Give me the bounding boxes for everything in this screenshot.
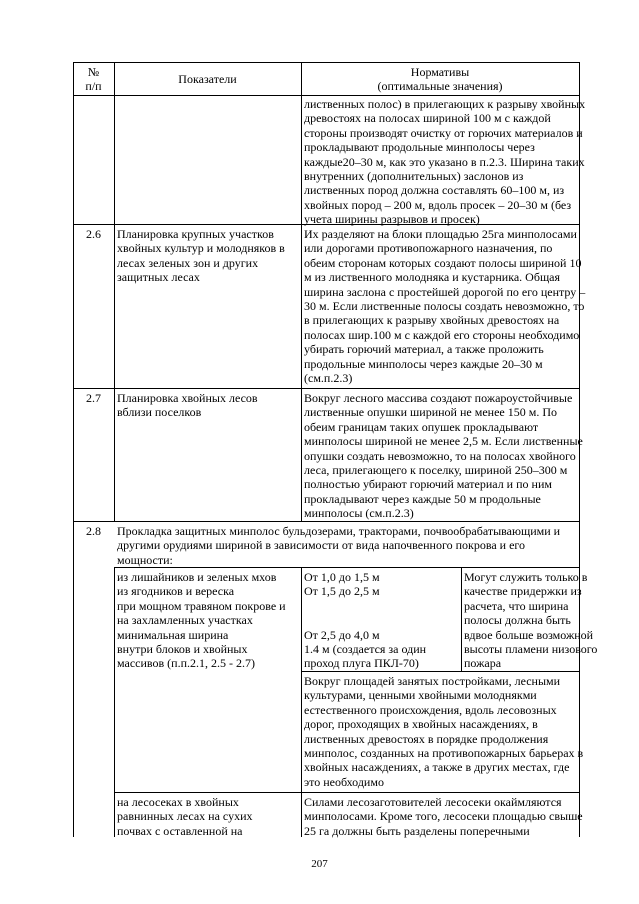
norm-text-line: в прилегающих к разрыву хвойных древостоях на bbox=[304, 313, 560, 328]
table-top-border bbox=[73, 62, 580, 63]
row-rule bbox=[73, 388, 580, 389]
norm-text-line: хвойных насаждениях, а также в других местах, где bbox=[304, 760, 570, 775]
column-rule bbox=[114, 567, 115, 837]
norm-text-line: полосах шир.100 м с каждой его стороны необходимо bbox=[304, 327, 580, 342]
indicator-text-line: Планировка хвойных лесов bbox=[117, 391, 258, 405]
value-text-line: проход плуга ПКЛ-70) bbox=[304, 656, 419, 671]
row-rule bbox=[73, 521, 580, 522]
norm-text-line: минполос, созданных на противопожарных барьерах в bbox=[304, 746, 584, 760]
indicator-text-line: при мощном травяном покрове и bbox=[117, 598, 286, 613]
norm-text-line: внутренних (дополнительных) заслонов из bbox=[304, 169, 524, 183]
indicator-text-line: лесах зеленых зон и других bbox=[117, 255, 259, 270]
norm-text-line: или дорогами противопожарного назначения, по bbox=[304, 241, 553, 256]
norm-text-line: 30 м. Если лиственные полосы создать невозможно, то bbox=[304, 299, 585, 313]
norm-text-line: естественного происхождения, вдоль лесовозных bbox=[304, 702, 557, 717]
value-text-line: От 2,5 до 4,0 м bbox=[304, 627, 380, 642]
column-rule bbox=[461, 567, 462, 672]
note-text-line: полосы должна быть bbox=[464, 613, 571, 628]
subrow-rule bbox=[301, 671, 580, 672]
indicator-text-line: почвах с оставленной на bbox=[117, 823, 243, 838]
row-title-line: другими орудиями шириной в зависимости от вида напочвенного покрова и его bbox=[117, 538, 526, 553]
row-title-line: мощности: bbox=[117, 552, 173, 567]
norm-text-line: (см.п.2.3) bbox=[304, 371, 353, 385]
indicator-text-line: массивов (п.п.2.1, 2.5 - 2.7) bbox=[117, 656, 255, 671]
indicator-text-line: на захламленных участках bbox=[117, 613, 253, 628]
norm-text-line: Вокруг лесного массива создают пожароустойчивые bbox=[304, 391, 573, 405]
indicator-text-line: Планировка крупных участков bbox=[117, 227, 274, 241]
value-text-line: От 1,0 до 1,5 м bbox=[304, 570, 380, 584]
header-num: п/п bbox=[85, 79, 102, 93]
header-indicators: Показатели bbox=[178, 72, 237, 86]
norm-text-line: древостоях на полосах шириной 100 м с каждой bbox=[304, 111, 551, 126]
table-right-border bbox=[579, 62, 580, 837]
norm-text-line: продольные минполосы через каждые 20–30 м bbox=[304, 356, 543, 371]
column-rule bbox=[301, 62, 302, 522]
header-bottom-rule bbox=[73, 95, 580, 96]
note-text-line: Могут служить только в bbox=[464, 570, 588, 584]
norm-text-line: опушки создать невозможно, то на полосах хвойного bbox=[304, 448, 576, 463]
row-number: 2.7 bbox=[86, 391, 101, 405]
indicator-text-line: внутри блоков и хвойных bbox=[117, 642, 248, 656]
norm-text-line: каждые20–30 м, как это указано в п.2.3. Ширина таких bbox=[304, 154, 585, 169]
norm-text-line: м из лиственного молодняка и кустарника. Общая bbox=[304, 270, 561, 285]
norm-text-line: леса, прилегающего к поселку, шириной 250–300 м bbox=[304, 463, 568, 477]
norm-text-line: лиственные опушки шириной не менее 150 м. По bbox=[304, 405, 557, 420]
header-num: № bbox=[87, 65, 100, 79]
note-text-line: вдвое больше возможной bbox=[464, 627, 594, 642]
norm-text-line: минполосами. Кроме того, лесосеки площадью свыше bbox=[304, 809, 583, 824]
column-rule bbox=[301, 567, 302, 837]
norm-text-line: Силами лесозаготовителей лесосеки окаймляются bbox=[304, 795, 562, 809]
indicator-text-line: из ягодников и вереска bbox=[117, 584, 235, 599]
norm-text-line: культурами, ценными хвойными молоднякми bbox=[304, 688, 537, 703]
value-text-line: От 1,5 до 2,5 м bbox=[304, 584, 380, 599]
indicator-text-line: на лесосеках в хвойных bbox=[117, 795, 239, 809]
header-norms: Нормативы bbox=[410, 65, 470, 79]
norm-text-line: лиственных пород должна составлять 60–100 м, из bbox=[304, 183, 565, 198]
norm-text-line: дорог, проходящих в хвойных насаждениях, в bbox=[304, 717, 538, 732]
norm-text-line: стороны производят очистку от горючих материалов и bbox=[304, 125, 583, 140]
indicator-text-line: равнинных лесах на сухих bbox=[117, 809, 253, 824]
column-rule bbox=[114, 62, 115, 522]
indicator-text-line: минимальная ширина bbox=[117, 627, 229, 642]
norm-text-line: полностью убирают горючий материал и по ним bbox=[304, 477, 552, 492]
note-text-line: высоты пламени низового bbox=[464, 642, 598, 656]
norm-text-line: обеим сторонам которых создают полосы шириной 10 bbox=[304, 255, 582, 270]
norm-text-line: убирать горючий материал, а также проложить bbox=[304, 342, 544, 357]
row-number: 2.6 bbox=[86, 227, 101, 241]
row-number: 2.8 bbox=[86, 524, 101, 538]
norm-text-line: учета ширины разрывов и просек) bbox=[304, 212, 480, 227]
note-text-line: пожара bbox=[464, 656, 502, 671]
indicator-text-line: вблизи поселков bbox=[117, 405, 202, 420]
note-text-line: качестве придержки из bbox=[464, 584, 582, 599]
row-title-line: Прокладка защитных минполос бульдозерами, тракторами, почвообрабатывающими и bbox=[117, 524, 561, 538]
norm-text-line: Их разделяют на блоки площадью 25га минполосами bbox=[304, 227, 577, 241]
indicator-text-line: защитных лесах bbox=[117, 270, 200, 285]
norm-text-line: лиственных полос) в прилегающих к разрыву хвойных bbox=[304, 97, 586, 111]
norm-text-line: хвойных пород – 200 м, вдоль просек – 20–30 м (без bbox=[304, 197, 572, 212]
note-text-line: расчета, что ширина bbox=[464, 598, 569, 613]
header-norms: (оптимальные значения) bbox=[377, 79, 503, 93]
norm-text-line: 25 га должны быть разделены поперечными bbox=[304, 823, 530, 838]
value-text-line: 1.4 м (создается за один bbox=[304, 642, 427, 656]
subrow-rule bbox=[114, 792, 580, 793]
norm-text-line: обеим границам таких опушек прокладывают bbox=[304, 419, 539, 434]
indicator-text-line: из лишайников и зеленых мхов bbox=[117, 570, 277, 584]
table-left-border bbox=[73, 62, 74, 837]
norm-text-line: ширина заслона с простейшей дорогой по его центру – bbox=[304, 284, 586, 299]
norm-text-line: минполосы шириной не менее 2,5 м. Если лиственные bbox=[304, 434, 583, 449]
norm-text-line: лиственных древостоях в порядке продолжения bbox=[304, 731, 549, 746]
norm-text-line: Вокруг площадей занятых постройками, лесными bbox=[304, 674, 561, 688]
norm-text-line: прокладывают через каждые 50 м продольные bbox=[304, 491, 541, 506]
subrow-rule bbox=[114, 567, 580, 568]
indicator-text-line: хвойных культур и молодняков в bbox=[117, 241, 285, 256]
norm-text-line: это необходимо bbox=[304, 774, 384, 789]
norm-text-line: прокладывают продольные минполосы через bbox=[304, 140, 535, 155]
norm-text-line: минполосы (см.п.2.3) bbox=[304, 506, 414, 521]
page-number: 207 bbox=[311, 858, 328, 870]
